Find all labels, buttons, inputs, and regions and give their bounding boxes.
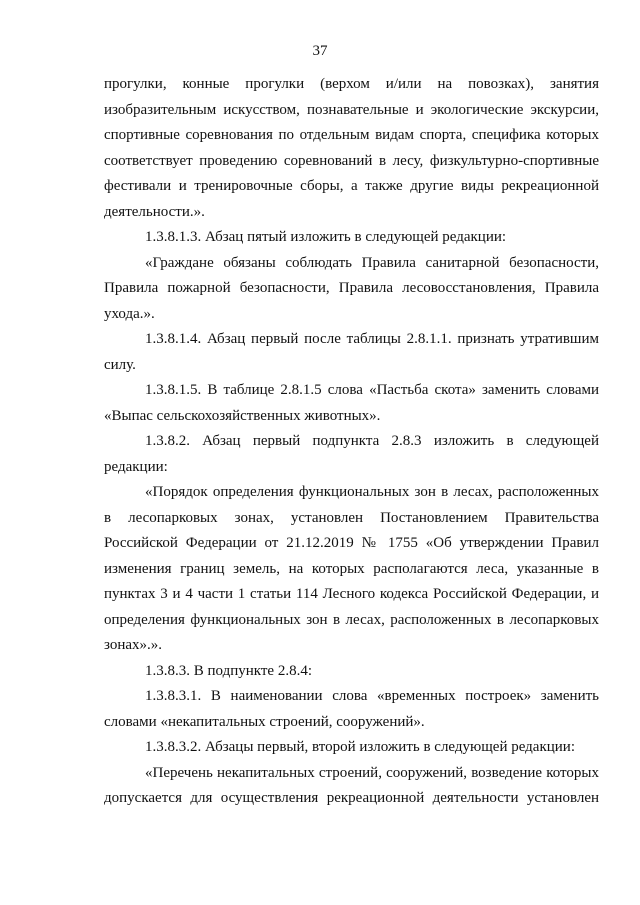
paragraph-quote-structures-list: «Перечень некапитальных строений, сооружений, возведение которых допускается для осуществления рекреационной деятельности установлен — [104, 764, 599, 806]
paragraph-1-3-8-1-5: 1.3.8.1.5. В таблице 2.8.1.5 слова «Пастьба скота» заменить словами «Выпас сельскохозяйственных животных». — [104, 382, 599, 424]
paragraph-1-3-8-3-1: 1.3.8.3.1. В наименовании слова «временных построек» заменить словами «некапитальных строений, сооружений». — [104, 688, 599, 730]
paragraph-quote-citizens-obligations: «Граждане обязаны соблюдать Правила санитарной безопасности, Правила пожарной безопасности, Правила лесовосстановления, Правила ухода.». — [104, 254, 599, 322]
document-body — [104, 72, 599, 812]
paragraph-1-3-8-3-2: 1.3.8.3.2. Абзацы первый, второй изложить в следующей редакции: — [145, 739, 576, 755]
paragraph-1-3-8-2: 1.3.8.2. Абзац первый подпункта 2.8.3 изложить в следующей редакции: — [104, 433, 599, 475]
paragraph-1-3-8-1-4: 1.3.8.1.4. Абзац первый после таблицы 2.8.1.1. признать утратившим силу. — [104, 331, 599, 373]
paragraph-1-3-8-1-3: 1.3.8.1.3. Абзац пятый изложить в следующей редакции: — [145, 229, 507, 245]
paragraph-quote-functional-zones: «Порядок определения функциональных зон в лесах, расположенных в лесопарковых зонах, установлен Постановлением Правительства Российской Федерации от 21.12.2019 № 1755 «Об утверждении Правил изменения границ земель, на которых располагаются леса, указанные в пунктах 3 и 4 части 1 статьи 114 Лесного кодекса Российской Федерации, и определения функциональных зон в лесах, расположенных в лесопарковых зонах».». — [104, 484, 599, 653]
paragraph-continuation: прогулки, конные прогулки (верхом и/или на повозках), занятия изобразительным искусством, познавательные и экологические экскурсии, спортивные соревнования по отдельным видам спорта, специфика которых соответствует проведению соревнований в лесу, физкультурно-спортивные фестивали и тренировочные сборы, а также другие виды рекреационной деятельности.». — [104, 76, 599, 220]
page-number: 37 — [312, 43, 328, 59]
paragraph-1-3-8-3: 1.3.8.3. В подпункте 2.8.4: — [145, 662, 313, 679]
